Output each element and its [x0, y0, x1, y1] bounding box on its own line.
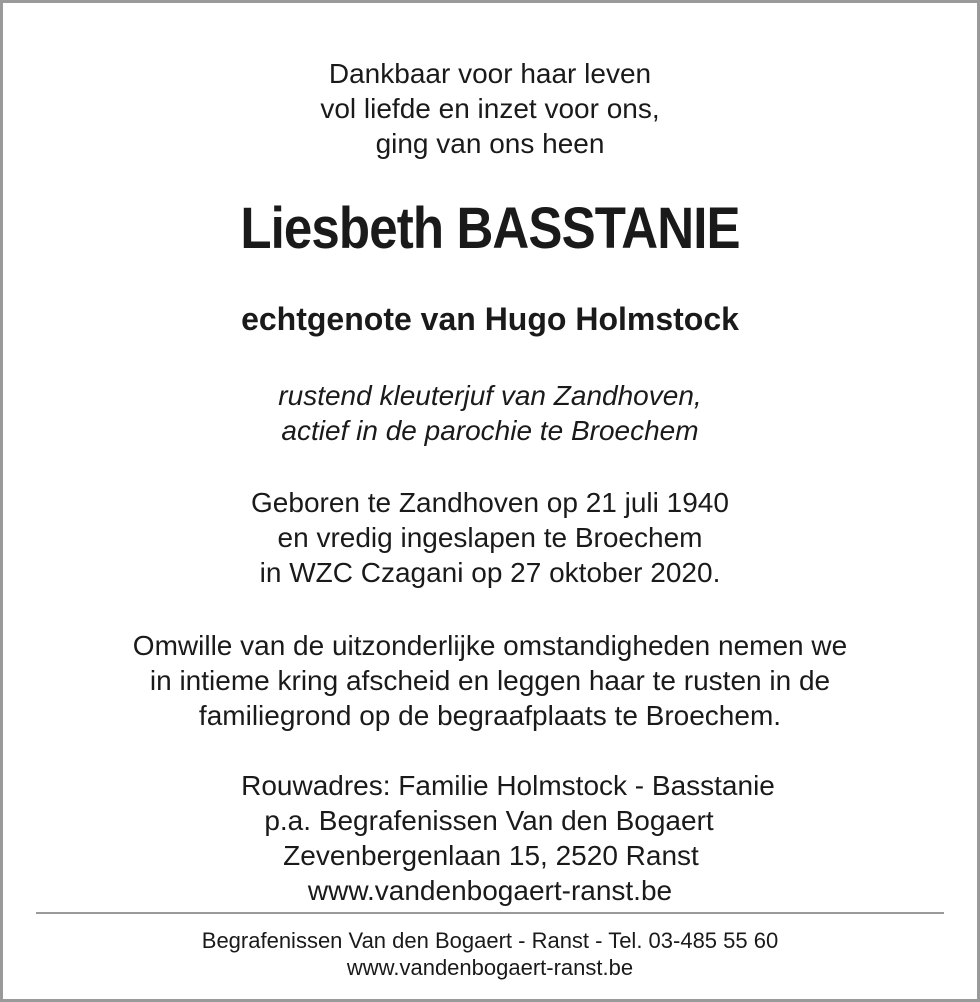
- address-website: www.vandenbogaert-ranst.be: [307, 875, 673, 906]
- message-line-2: in intieme kring afscheid en leggen haar te rusten in de: [149, 665, 831, 696]
- message-line-1: Omwille van de uitzonderlijke omstandigheden nemen we: [132, 630, 848, 661]
- birth-death-line-1: Geboren te Zandhoven op 21 juli 1940: [251, 487, 729, 518]
- birth-death-text: [3, 485, 977, 590]
- birth-death-line-2: en vredig ingeslapen te Broechem: [277, 522, 703, 553]
- footer-company-line: Begrafenissen Van den Bogaert - Ranst - Tel. 03-485 55 60: [201, 928, 779, 953]
- ceremony-message: [3, 628, 977, 733]
- deceased-name: Liesbeth BASSTANIE: [240, 196, 740, 261]
- message-line-3: familiegrond op de begraafplaats te Broechem.: [198, 700, 782, 731]
- mourning-address: [3, 768, 977, 908]
- footer-website: www.vandenbogaert-ranst.be: [346, 955, 634, 980]
- occupation-text: [3, 378, 977, 448]
- footer: [3, 927, 977, 981]
- intro-text: [3, 56, 977, 161]
- address-line-2: p.a. Begrafenissen Van den Bogaert: [264, 805, 714, 836]
- intro-line-3: ging van ons heen: [375, 128, 605, 159]
- address-line-1: Rouwadres: Familie Holmstock - Basstanie: [241, 770, 775, 801]
- spouse-relation: echtgenote van Hugo Holmstock: [241, 301, 739, 337]
- intro-line-1: Dankbaar voor haar leven: [328, 58, 652, 89]
- occupation-line-1: rustend kleuterjuf van Zandhoven,: [278, 380, 702, 411]
- address-line-3: Zevenbergenlaan 15, 2520 Ranst: [283, 840, 699, 871]
- intro-line-2: vol liefde en inzet voor ons,: [320, 93, 660, 124]
- occupation-line-2: actief in de parochie te Broechem: [281, 415, 699, 446]
- footer-divider: [36, 912, 944, 914]
- birth-death-line-3: in WZC Czagani op 27 oktober 2020.: [259, 557, 721, 588]
